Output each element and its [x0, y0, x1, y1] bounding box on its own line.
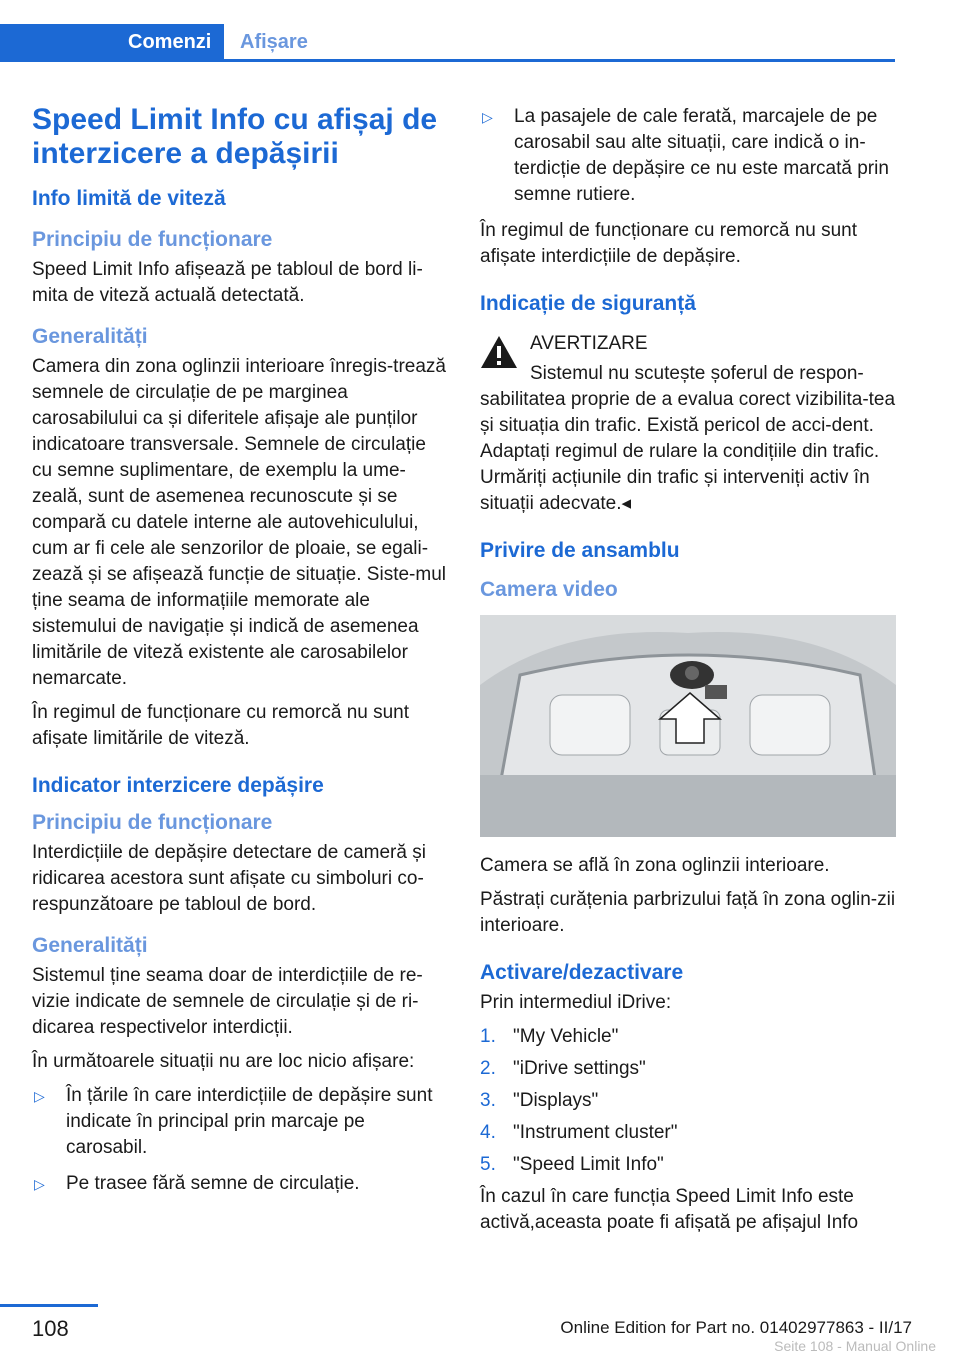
triangle-bullet-icon	[482, 104, 493, 130]
paragraph-principiu-2: Interdicțiile de depășire detectare de cameră și ridicarea acestora sunt afișate cu simboluri co‐respunzătoare pe tabloul de bord.	[32, 842, 426, 915]
step-number: 5.	[480, 1154, 496, 1175]
right-column	[480, 100, 896, 1244]
list-item	[32, 1171, 448, 1197]
list-item	[480, 1152, 896, 1178]
bullet-list-left	[32, 1083, 448, 1197]
heading-activare: Activare/dezactivare	[480, 961, 684, 984]
list-item	[480, 1088, 896, 1114]
paragraph-remorca-1: În regimul de funcționare cu remorcă nu sunt afișate limitările de viteză.	[32, 702, 410, 749]
heading-privire: Privire de ansamblu	[480, 539, 680, 562]
heading-siguranta: Indicație de siguranță	[480, 292, 696, 315]
step-number: 1.	[480, 1026, 496, 1047]
heading-info-limita: Info limită de viteză	[32, 187, 226, 210]
footer-rule	[0, 1304, 98, 1307]
header-tabbar	[0, 24, 895, 62]
step-number: 4.	[480, 1122, 496, 1143]
list-item	[480, 104, 896, 208]
left-column	[32, 100, 448, 1207]
step-text: "Speed Limit Info"	[513, 1154, 664, 1175]
step-text: "My Vehicle"	[513, 1026, 619, 1047]
heading-camera: Camera video	[480, 578, 618, 601]
paragraph-generalitati-2: Sistemul ține seama doar de interdicțiile de re‐vizie indicate de semnele de circulație și de ri‐dicarea respectivelor interdicții.	[32, 965, 423, 1038]
triangle-bullet-icon	[34, 1083, 45, 1109]
camera-photo	[480, 615, 896, 837]
paragraph-final: În cazul în care funcția Speed Limit Info este activă,aceasta poate fi afișată pe afișajul Info	[480, 1186, 859, 1233]
triangle-bullet-icon	[34, 1171, 45, 1197]
steps-list	[480, 1024, 896, 1178]
warning-body: Sistemul nu scutește șoferul de respon‐sabilitatea proprie de a evalua corect vizibilita‐tea și situația din trafic. Există pericol de acci‐dent. Adaptați regimul de rulare la condițiile din trafic. Urmăriți acțiunile din trafic și interveniți activ în situații adecvate.◂	[480, 363, 896, 514]
paragraph-remorca-2: În regimul de funcționare cu remorcă nu sunt afișate interdicțiile de depășire.	[480, 220, 858, 267]
page-title: Speed Limit Info cu afișaj de interzicere a depășirii	[32, 103, 438, 170]
car-interior-illustration	[480, 615, 896, 837]
tab-afisare[interactable]: Afișare	[240, 31, 308, 53]
list-item-text: La pasajele de cale ferată, marcajele de pe carosabil sau alte situații, care indică o in‐terdicție de depășire ce nu este marcată prin semne rutiere.	[514, 106, 889, 205]
paragraph-situatii: În următoarele situații nu are loc nicio afișare:	[32, 1051, 415, 1072]
tab-comenzi[interactable]: Comenzi	[0, 24, 224, 60]
watermark: Seite 108 - Manual Online	[774, 1338, 936, 1354]
page-number: 108	[32, 1316, 69, 1341]
heading-generalitati-2: Generalități	[32, 934, 148, 957]
list-item-text: Pe trasee fără semne de circulație.	[66, 1173, 360, 1194]
warning-block	[480, 331, 896, 517]
heading-principiu-1: Principiu de funcționare	[32, 228, 273, 251]
list-item	[480, 1056, 896, 1082]
bullet-list-right	[480, 104, 896, 208]
step-number: 3.	[480, 1090, 496, 1111]
edition-text: Online Edition for Part no. 01402977863 - II/17	[560, 1318, 912, 1337]
warning-triangle-icon	[480, 335, 518, 369]
heading-principiu-2: Principiu de funcționare	[32, 811, 273, 834]
list-item	[480, 1024, 896, 1050]
list-item	[32, 1083, 448, 1161]
step-text: "Instrument cluster"	[513, 1122, 678, 1143]
paragraph-camera: Camera se află în zona oglinzii interioare.	[480, 855, 830, 876]
list-item	[480, 1120, 896, 1146]
paragraph-curatenie: Păstrați curățenia parbrizului față în zona oglin‐zii interioare.	[480, 889, 896, 936]
paragraph-generalitati-1: Camera din zona oglinzii interioare înregis‐trează semnele de circulație de pe marginea carosabilului ca și diferitele afișaje ale punților indicatoare transversale. Semnele de circulație cu semne suplimentare, de exemplu la ume‐zeală, sunt de asemenea recunoscute și se compară cu datele interne ale autovehiculului, cum ar fi cele ale senzorilor de ploaie, se egali‐zează și se afișează funcție de situație. Siste‐mul ține seama de informațiile memorate ale sistemului de navigație și indică de asemenea limitările de viteză existente ale carosabilelor nemarcate.	[32, 356, 446, 689]
heading-indicator: Indicator interzicere depășire	[32, 774, 324, 797]
step-number: 2.	[480, 1058, 496, 1079]
paragraph-principiu-1: Speed Limit Info afișează pe tabloul de bord li‐mita de viteză actuală detectată.	[32, 259, 423, 306]
step-text: "iDrive settings"	[513, 1058, 646, 1079]
paragraph-prin: Prin intermediul iDrive:	[480, 992, 672, 1013]
heading-generalitati-1: Generalități	[32, 325, 148, 348]
step-text: "Displays"	[513, 1090, 599, 1111]
list-item-text: În țările în care interdicțiile de depășire sunt indicate în principal prin marcaje pe carosabil.	[66, 1085, 433, 1158]
warning-title: AVERTIZARE	[530, 333, 648, 354]
